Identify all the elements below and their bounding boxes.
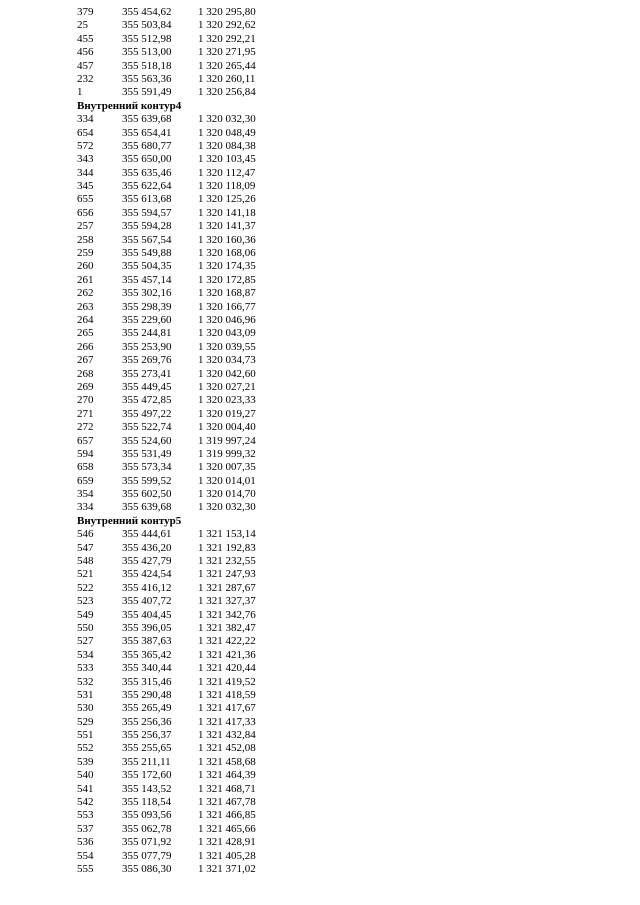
y-coordinate: 1 320 034,73	[198, 354, 256, 367]
coordinate-row	[77, 421, 256, 434]
x-coordinate: 355 563,36	[122, 72, 172, 85]
y-coordinate: 1 321 419,52	[198, 675, 256, 688]
coordinate-row	[77, 608, 256, 622]
coordinate-row	[77, 260, 256, 273]
coordinate-row	[77, 488, 256, 501]
point-number: 523	[77, 595, 94, 608]
point-number: 259	[77, 247, 94, 260]
point-number: 258	[77, 233, 94, 246]
coordinate-row	[77, 247, 256, 260]
coordinate-row	[77, 688, 256, 702]
x-coordinate: 355 302,16	[122, 287, 172, 300]
y-coordinate: 1 320 043,09	[198, 327, 256, 340]
x-coordinate: 355 573,34	[122, 461, 172, 474]
point-number: 1	[77, 86, 83, 99]
x-coordinate: 355 639,68	[122, 501, 172, 514]
y-coordinate: 1 320 160,36	[198, 233, 256, 246]
x-coordinate: 355 077,79	[122, 849, 172, 862]
x-coordinate: 355 472,85	[122, 394, 172, 407]
y-coordinate: 1 320 172,85	[198, 273, 256, 286]
point-number: 550	[77, 621, 94, 634]
y-coordinate: 1 320 004,40	[198, 421, 256, 434]
y-coordinate: 1 320 084,38	[198, 139, 256, 152]
y-coordinate: 1 321 458,68	[198, 755, 256, 768]
x-coordinate: 355 290,48	[122, 688, 172, 701]
point-number: 539	[77, 755, 94, 768]
coordinate-row	[77, 220, 256, 233]
x-coordinate: 355 613,68	[122, 193, 172, 206]
y-coordinate: 1 320 042,60	[198, 367, 256, 380]
x-coordinate: 355 449,45	[122, 380, 172, 393]
y-coordinate: 1 321 153,14	[198, 528, 256, 541]
x-coordinate: 355 497,22	[122, 407, 172, 420]
point-number: 262	[77, 287, 94, 300]
x-coordinate: 355 256,36	[122, 715, 172, 728]
y-coordinate: 1 320 014,70	[198, 488, 256, 501]
coordinate-row	[77, 313, 256, 327]
x-coordinate: 355 387,63	[122, 635, 172, 648]
y-coordinate: 1 320 166,77	[198, 300, 256, 313]
point-number: 537	[77, 822, 94, 835]
y-coordinate: 1 320 103,45	[198, 153, 256, 166]
coordinate-row	[77, 354, 256, 367]
point-number: 552	[77, 742, 94, 755]
point-number: 536	[77, 836, 94, 849]
point-number: 594	[77, 447, 94, 460]
x-coordinate: 355 269,76	[122, 354, 172, 367]
x-coordinate: 355 396,05	[122, 621, 172, 634]
point-number: 232	[77, 72, 94, 85]
y-coordinate: 1 320 168,06	[198, 247, 256, 260]
y-coordinate: 1 320 256,84	[198, 86, 256, 99]
x-coordinate: 355 273,41	[122, 367, 172, 380]
coordinate-row	[77, 6, 256, 19]
coordinate-row	[77, 621, 256, 635]
coordinate-row	[77, 153, 256, 166]
coordinate-row	[77, 233, 256, 247]
point-number: 572	[77, 139, 94, 152]
x-coordinate: 355 365,42	[122, 648, 172, 661]
y-coordinate: 1 321 467,78	[198, 796, 256, 809]
coordinate-row	[77, 769, 256, 782]
x-coordinate: 355 244,81	[122, 327, 172, 340]
y-coordinate: 1 321 420,44	[198, 662, 256, 675]
x-coordinate: 355 650,00	[122, 153, 172, 166]
y-coordinate: 1 320 168,87	[198, 287, 256, 300]
y-coordinate: 1 320 271,95	[198, 46, 256, 59]
x-coordinate: 355 253,90	[122, 340, 172, 353]
coordinate-row	[77, 59, 256, 73]
y-coordinate: 1 320 125,26	[198, 193, 256, 206]
point-number: 654	[77, 126, 94, 139]
point-number: 659	[77, 474, 94, 487]
y-coordinate: 1 321 432,84	[198, 729, 256, 742]
point-number: 522	[77, 581, 94, 594]
coordinate-row	[77, 407, 256, 421]
coordinate-row	[77, 193, 256, 206]
point-number: 546	[77, 528, 94, 541]
point-number: 551	[77, 729, 94, 742]
coordinate-row	[77, 568, 256, 581]
y-coordinate: 1 320 141,18	[198, 206, 256, 219]
coordinate-row	[77, 528, 256, 541]
coordinate-row	[77, 32, 256, 46]
point-number: 345	[77, 180, 94, 193]
x-coordinate: 355 086,30	[122, 863, 172, 875]
y-coordinate: 1 321 342,76	[198, 608, 256, 621]
point-number: 547	[77, 541, 94, 554]
point-number: 266	[77, 340, 94, 353]
point-number: 272	[77, 421, 94, 434]
coordinate-row	[77, 434, 256, 448]
point-number: 379	[77, 6, 94, 18]
point-number: 334	[77, 113, 94, 126]
coordinate-row	[77, 662, 256, 675]
coordinate-row	[77, 19, 256, 32]
coordinate-row	[77, 46, 256, 59]
x-coordinate: 355 211,11	[122, 755, 171, 768]
x-coordinate: 355 444,61	[122, 528, 172, 541]
x-coordinate: 355 404,45	[122, 608, 172, 621]
y-coordinate: 1 320 265,44	[198, 59, 256, 72]
x-coordinate: 355 680,77	[122, 139, 172, 152]
x-coordinate: 355 503,84	[122, 19, 172, 32]
x-coordinate: 355 071,92	[122, 836, 172, 849]
y-coordinate: 1 320 048,49	[198, 126, 256, 139]
coordinate-row	[77, 447, 256, 461]
coordinate-row	[77, 809, 256, 822]
coordinate-row	[77, 273, 256, 287]
coordinate-row	[77, 180, 256, 193]
x-coordinate: 355 504,35	[122, 260, 172, 273]
coordinate-row	[77, 702, 256, 715]
x-coordinate: 355 599,52	[122, 474, 172, 487]
point-number: 264	[77, 313, 94, 326]
coordinate-row	[77, 461, 256, 474]
x-coordinate: 355 256,37	[122, 729, 172, 742]
point-number: 25	[77, 19, 88, 32]
y-coordinate: 1 321 428,91	[198, 836, 256, 849]
y-coordinate: 1 321 452,08	[198, 742, 256, 755]
y-coordinate: 1 321 405,28	[198, 849, 256, 862]
coordinate-row	[77, 648, 256, 662]
x-coordinate: 355 518,18	[122, 59, 172, 72]
y-coordinate: 1 320 046,96	[198, 313, 256, 326]
point-number: 656	[77, 206, 94, 219]
y-coordinate: 1 320 174,35	[198, 260, 256, 273]
point-number: 541	[77, 782, 94, 795]
coordinate-row	[77, 675, 256, 689]
point-number: 267	[77, 354, 94, 367]
x-coordinate: 355 457,14	[122, 273, 172, 286]
point-number: 456	[77, 46, 94, 59]
point-number: 263	[77, 300, 94, 313]
point-number: 531	[77, 688, 94, 701]
coordinate-row	[77, 340, 256, 354]
y-coordinate: 1 320 118,09	[198, 180, 256, 193]
point-number: 260	[77, 260, 94, 273]
y-coordinate: 1 320 007,35	[198, 461, 256, 474]
y-coordinate: 1 320 032,30	[198, 501, 256, 514]
y-coordinate: 1 321 464,39	[198, 769, 256, 782]
point-number: 554	[77, 849, 94, 862]
x-coordinate: 355 427,79	[122, 555, 172, 568]
x-coordinate: 355 416,12	[122, 581, 172, 594]
y-coordinate: 1 321 418,59	[198, 688, 256, 701]
y-coordinate: 1 320 032,30	[198, 113, 256, 126]
coordinate-row	[77, 206, 256, 220]
point-number: 271	[77, 407, 94, 420]
coordinate-row	[77, 501, 256, 514]
x-coordinate: 355 315,46	[122, 675, 172, 688]
y-coordinate: 1 321 422,22	[198, 635, 256, 648]
section-heading: Внутренний контур5	[77, 514, 182, 527]
y-coordinate: 1 321 421,36	[198, 648, 256, 661]
y-coordinate: 1 321 465,66	[198, 822, 256, 835]
x-coordinate: 355 639,68	[122, 113, 172, 126]
x-coordinate: 355 093,56	[122, 809, 172, 822]
point-number: 354	[77, 488, 94, 501]
x-coordinate: 355 172,60	[122, 769, 172, 782]
y-coordinate: 1 321 417,33	[198, 715, 256, 728]
point-number: 530	[77, 702, 94, 715]
coordinate-row	[77, 715, 256, 729]
y-coordinate: 1 320 023,33	[198, 394, 256, 407]
x-coordinate: 355 436,20	[122, 541, 172, 554]
x-coordinate: 355 407,72	[122, 595, 172, 608]
coordinate-row	[77, 822, 256, 836]
coordinate-row	[77, 729, 256, 742]
coordinate-row	[77, 139, 256, 153]
coordinate-row	[77, 555, 256, 568]
x-coordinate: 355 454,62	[122, 6, 172, 18]
y-coordinate: 1 321 327,37	[198, 595, 256, 608]
point-number: 268	[77, 367, 94, 380]
point-number: 555	[77, 863, 94, 875]
coordinate-row	[77, 300, 256, 314]
coordinate-row	[77, 755, 256, 769]
coordinate-row	[77, 595, 256, 608]
x-coordinate: 355 549,88	[122, 247, 172, 260]
y-coordinate: 1 320 039,55	[198, 340, 256, 353]
coordinate-row	[77, 474, 256, 488]
coordinate-row	[77, 380, 256, 394]
x-coordinate: 355 513,00	[122, 46, 172, 59]
y-coordinate: 1 320 027,21	[198, 380, 256, 393]
coordinate-row	[77, 113, 256, 126]
x-coordinate: 355 424,54	[122, 568, 172, 581]
y-coordinate: 1 320 141,37	[198, 220, 256, 233]
point-number: 655	[77, 193, 94, 206]
y-coordinate: 1 320 295,80	[198, 6, 256, 18]
coordinate-row	[77, 394, 256, 407]
coordinate-row	[77, 287, 256, 300]
point-number: 542	[77, 796, 94, 809]
coordinate-row	[77, 635, 256, 648]
coordinate-row	[77, 327, 256, 340]
y-coordinate: 1 321 417,67	[198, 702, 256, 715]
x-coordinate: 355 255,65	[122, 742, 172, 755]
point-number: 265	[77, 327, 94, 340]
coordinate-row	[77, 581, 256, 595]
x-coordinate: 355 567,54	[122, 233, 172, 246]
point-number: 527	[77, 635, 94, 648]
point-number: 343	[77, 153, 94, 166]
x-coordinate: 355 594,57	[122, 206, 172, 219]
y-coordinate: 1 321 287,67	[198, 581, 256, 594]
point-number: 533	[77, 662, 94, 675]
coordinate-row	[77, 836, 256, 849]
point-number: 657	[77, 434, 94, 447]
coordinate-row	[77, 126, 256, 140]
y-coordinate: 1 321 382,47	[198, 621, 256, 634]
coordinate-row	[77, 166, 256, 180]
x-coordinate: 355 602,50	[122, 488, 172, 501]
coordinate-row	[77, 863, 256, 876]
point-number: 534	[77, 648, 94, 661]
point-number: 334	[77, 501, 94, 514]
point-number: 532	[77, 675, 94, 688]
section-heading: Внутренний контур4	[77, 99, 182, 112]
point-number: 344	[77, 166, 94, 179]
x-coordinate: 355 531,49	[122, 447, 172, 460]
y-coordinate: 1 320 292,62	[198, 19, 256, 32]
coordinate-row	[77, 72, 256, 86]
point-number: 457	[77, 59, 94, 72]
y-coordinate: 1 319 997,24	[198, 434, 256, 447]
point-number: 521	[77, 568, 94, 581]
x-coordinate: 355 118,54	[122, 796, 172, 809]
x-coordinate: 355 298,39	[122, 300, 172, 313]
y-coordinate: 1 320 112,47	[198, 166, 256, 179]
x-coordinate: 355 062,78	[122, 822, 172, 835]
y-coordinate: 1 321 468,71	[198, 782, 256, 795]
coordinate-row	[77, 367, 256, 381]
y-coordinate: 1 321 232,55	[198, 555, 256, 568]
y-coordinate: 1 321 371,02	[198, 863, 256, 875]
x-coordinate: 355 524,60	[122, 434, 172, 447]
point-number: 257	[77, 220, 94, 233]
coordinate-row	[77, 86, 256, 99]
x-coordinate: 355 591,49	[122, 86, 172, 99]
point-number: 455	[77, 32, 94, 45]
x-coordinate: 355 340,44	[122, 662, 172, 675]
point-number: 540	[77, 769, 94, 782]
y-coordinate: 1 321 192,83	[198, 541, 256, 554]
y-coordinate: 1 321 466,85	[198, 809, 256, 822]
coordinate-document	[77, 6, 256, 876]
coordinate-row	[77, 782, 256, 796]
x-coordinate: 355 622,64	[122, 180, 172, 193]
point-number: 549	[77, 608, 94, 621]
x-coordinate: 355 265,49	[122, 702, 172, 715]
coordinate-row	[77, 742, 256, 755]
x-coordinate: 355 143,52	[122, 782, 172, 795]
y-coordinate: 1 319 999,32	[198, 447, 256, 460]
point-number: 261	[77, 273, 94, 286]
x-coordinate: 355 522,74	[122, 421, 172, 434]
coordinate-row	[77, 849, 256, 863]
y-coordinate: 1 321 247,93	[198, 568, 256, 581]
y-coordinate: 1 320 260,11	[198, 72, 256, 85]
x-coordinate: 355 594,28	[122, 220, 172, 233]
point-number: 553	[77, 809, 94, 822]
point-number: 270	[77, 394, 94, 407]
x-coordinate: 355 654,41	[122, 126, 172, 139]
point-number: 658	[77, 461, 94, 474]
y-coordinate: 1 320 019,27	[198, 407, 256, 420]
coordinate-row	[77, 796, 256, 809]
point-number: 269	[77, 380, 94, 393]
point-number: 548	[77, 555, 94, 568]
x-coordinate: 355 229,60	[122, 313, 172, 326]
x-coordinate: 355 635,46	[122, 166, 172, 179]
point-number: 529	[77, 715, 94, 728]
x-coordinate: 355 512,98	[122, 32, 172, 45]
y-coordinate: 1 320 292,21	[198, 32, 256, 45]
y-coordinate: 1 320 014,01	[198, 474, 256, 487]
coordinate-row	[77, 541, 256, 555]
